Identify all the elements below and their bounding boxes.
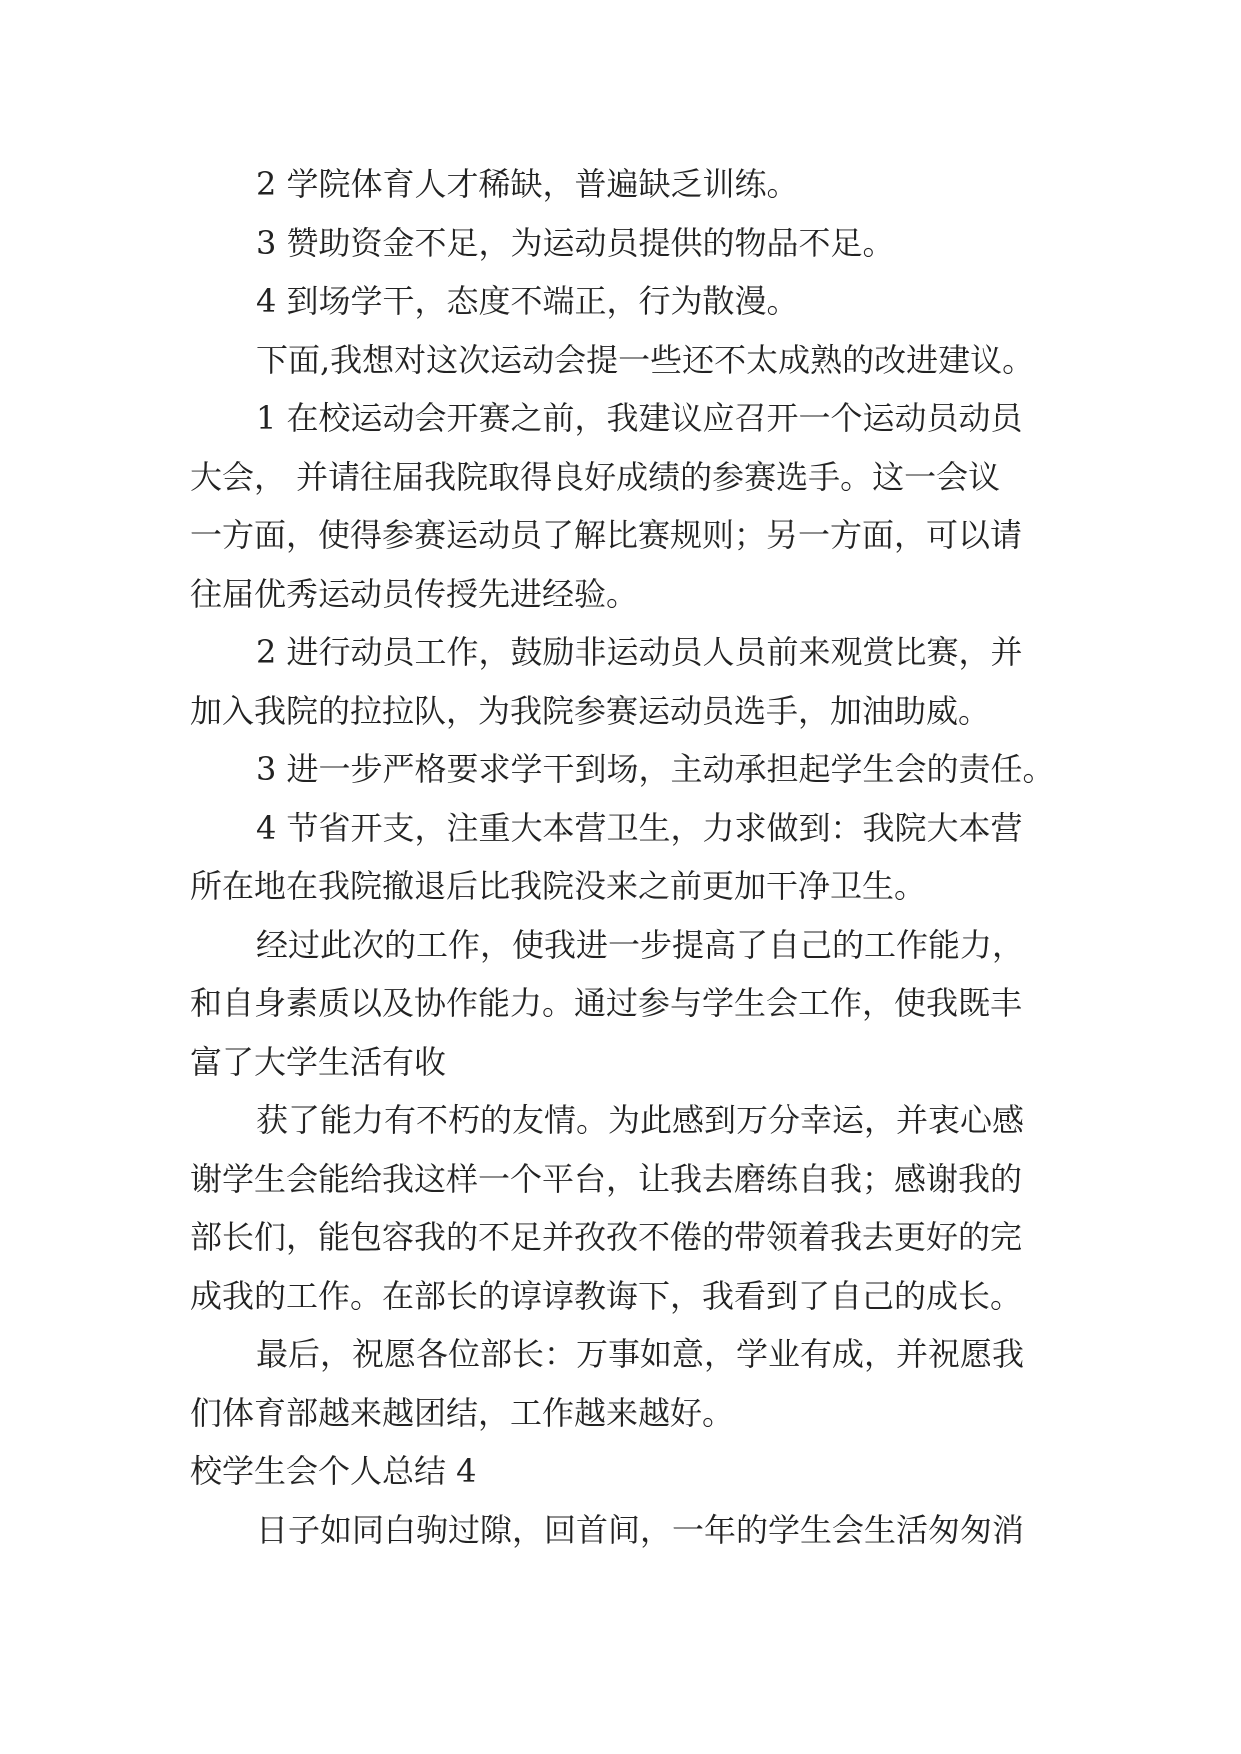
text-line: 富了大学生活有收 <box>190 1042 447 1081</box>
text-line: 3 赞助资金不足，为运动员提供的物品不足。 <box>256 223 895 262</box>
text-line: 获了能力有不朽的友情。为此感到万分幸运，并衷心感 <box>256 1101 1025 1139</box>
text-line: 部长们，能包容我的不足并孜孜不倦的带领着我去更好的完 <box>190 1218 1023 1256</box>
text-line: 4 到场学干，态度不端正，行为散漫。 <box>256 282 799 320</box>
text-line: 往届优秀运动员传授先进经验。 <box>190 574 639 613</box>
text-line: 经过此次的工作，使我进一步提高了自己的工作能力， <box>256 925 1025 964</box>
text-line: 4 节省开支，注重大本营卫生，力求做到：我院大本营 <box>256 808 1023 847</box>
text-line: 2 学院体育人才稀缺，普遍缺乏训练。 <box>256 165 799 203</box>
text-line: 谢学生会能给我这样一个平台，让我去磨练自我；感谢我的 <box>190 1159 1023 1198</box>
text-line: 成我的工作。在部长的谆谆教诲下，我看到了自己的成长。 <box>190 1276 1023 1315</box>
text-line: 们体育部越来越团结，工作越来越好。 <box>190 1393 735 1432</box>
text-line: 加入我院的拉拉队，为我院参赛运动员选手，加油助威。 <box>190 691 991 730</box>
text-line: 和自身素质以及协作能力。通过参与学生会工作，使我既丰 <box>190 984 1023 1022</box>
text-line: 日子如同白驹过隙，回首间，一年的学生会生活匆匆消 <box>256 1510 1025 1549</box>
text-line: 所在地在我院撤退后比我院没来之前更加干净卫生。 <box>190 867 927 905</box>
text-line: 下面,我想对这次运动会提一些还不太成熟的改进建议。 <box>256 340 1035 379</box>
text-line: 3 进一步严格要求学干到场，主动承担起学生会的责任。 <box>256 750 1055 788</box>
text-line: 2 进行动员工作，鼓励非运动员人员前来观赏比赛，并 <box>256 633 1023 671</box>
text-line: 一方面，使得参赛运动员了解比赛规则；另一方面，可以请 <box>190 516 1023 554</box>
section-heading: 校学生会个人总结 4 <box>190 1452 477 1490</box>
text-line: 最后，祝愿各位部长：万事如意，学业有成，并祝愿我 <box>256 1335 1025 1373</box>
document-body <box>190 155 1055 1559</box>
text-line: 1 在校运动会开赛之前，我建议应召开一个运动员动员 <box>256 399 1023 437</box>
text-line: 大会， 并请往届我院取得良好成绩的参赛选手。这一会议 <box>190 457 1001 496</box>
